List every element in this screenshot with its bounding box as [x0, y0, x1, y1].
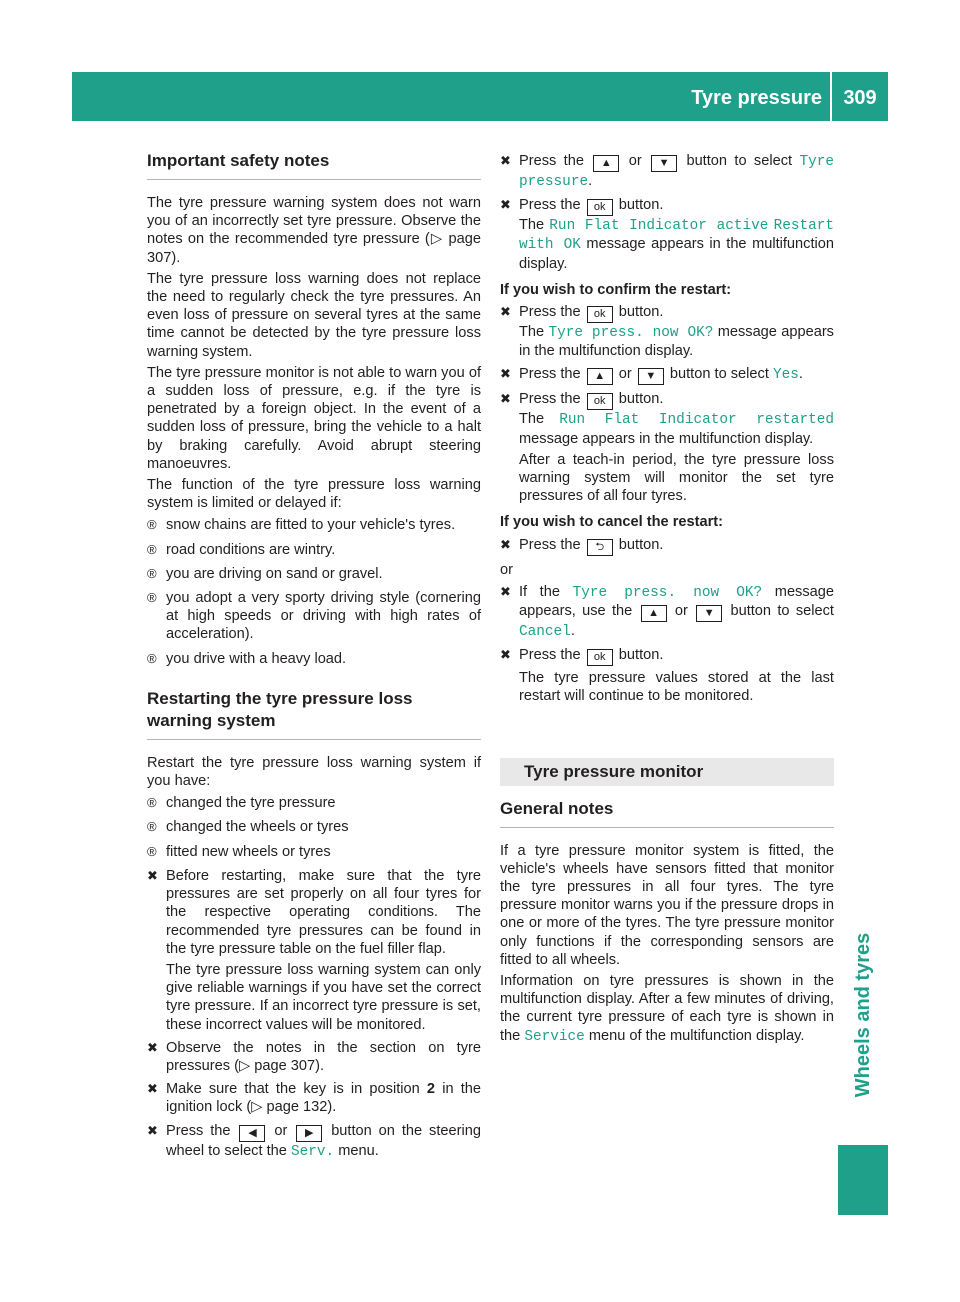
display-text-restart-with-ok: Restart with OK — [519, 218, 835, 254]
page-reference-link[interactable]: (▷ page 307). — [234, 1057, 325, 1074]
header-separator — [830, 72, 832, 121]
down-arrow-key-icon: ▼ — [638, 368, 664, 385]
page-reference-link[interactable]: (▷ page 132). — [246, 1099, 337, 1116]
text: The — [519, 411, 545, 428]
step-item — [147, 867, 481, 1034]
bullet-item — [147, 516, 481, 534]
bullet-icon: ® — [147, 541, 157, 557]
paragraph — [500, 972, 834, 1046]
bullet-item — [147, 589, 481, 644]
section-title: Tyre pressure — [691, 87, 822, 109]
step-icon: ✖ — [500, 153, 511, 168]
display-text-tyre-press-now-ok: Tyre press. now OK? — [548, 325, 714, 342]
key-position: 2 — [426, 1081, 436, 1098]
step-icon: ✖ — [147, 1122, 158, 1138]
back-key-icon: ⮌ — [587, 539, 613, 556]
text: button. — [618, 647, 664, 664]
step-item — [500, 390, 834, 505]
subheading-confirm: If you wish to confirm the restart: — [500, 281, 732, 298]
display-text-run-flat-active: Run Flat Indicator active — [549, 218, 769, 235]
step-text: Observe the notes in the section on tyre pressures — [166, 1039, 481, 1074]
text: button. — [618, 391, 664, 408]
text: button to select — [686, 153, 793, 169]
text: menu of the multifunction display. — [588, 1027, 805, 1044]
paragraph: The tyre pressure loss warning does not replace the need to regularly check the tyre pressures. An even loss of pressure on several tyres at the same time cannot be detected by the tyre pressure loss warning system. — [147, 270, 481, 360]
text: Press the — [519, 647, 581, 664]
bullet-text: changed the tyre pressure — [166, 795, 336, 812]
text: message appears in the multifunction display. — [519, 430, 814, 447]
step-text: in the ignition lock — [166, 1081, 482, 1116]
ok-key-icon: ok — [587, 306, 613, 323]
text: or — [628, 153, 642, 169]
bullet-icon: ® — [147, 650, 157, 666]
text: message appears in the multifunction display. — [519, 236, 834, 272]
step-item — [500, 303, 834, 360]
step-icon: ✖ — [500, 197, 511, 213]
step-text: Press the — [166, 1122, 231, 1139]
step-item — [147, 1039, 481, 1075]
step-icon: ✖ — [500, 583, 511, 599]
text: The — [519, 324, 545, 341]
bullet-text: fitted new wheels or tyres — [166, 843, 331, 860]
step-text: menu. — [338, 1142, 379, 1159]
text: . — [570, 623, 575, 640]
text: Press the — [519, 304, 581, 321]
up-arrow-key-icon: ▲ — [593, 155, 619, 172]
bullet-item — [147, 794, 481, 812]
text: Press the — [519, 197, 581, 214]
right-column — [500, 150, 834, 1049]
left-arrow-key-icon: ◀ — [239, 1125, 265, 1142]
step-icon: ✖ — [147, 867, 158, 883]
bullet-text: snow chains are fitted to your vehicle's tyres. — [166, 517, 456, 534]
display-text-serv: Serv. — [290, 1143, 335, 1160]
text: button. — [618, 536, 664, 553]
bullet-icon: ® — [147, 590, 157, 606]
page-reference-link[interactable]: (▷ page 307). — [147, 231, 481, 266]
heading-block — [147, 150, 481, 180]
heading-block — [147, 688, 481, 740]
step-icon: ✖ — [500, 536, 511, 552]
subheading-cancel: If you wish to cancel the restart: — [500, 514, 724, 531]
ok-key-icon: ok — [587, 199, 613, 216]
display-text-cancel: Cancel — [519, 624, 571, 641]
paragraph: If a tyre pressure monitor system is fitted, the vehicle's wheels have sensors fitted that monitor the tyre pressures in all four tyres. The tyre pressure monitor warns you if the pressure drops in one or more of the tyres. The tyre pressure monitor only functions if the corresponding sensors are fitted to all wheels. — [500, 842, 834, 968]
ok-key-icon: ok — [587, 649, 613, 666]
text: Press the — [519, 536, 581, 553]
step-note: The tyre pressure values stored at the last restart will continue to be monitored. — [519, 670, 834, 705]
bullet-icon: ® — [147, 795, 157, 811]
heading-tyre-pressure-monitor: Tyre pressure monitor — [524, 761, 704, 781]
down-arrow-key-icon: ▼ — [696, 605, 722, 622]
step-item — [500, 152, 834, 191]
step-item — [147, 1080, 481, 1116]
step-icon: ✖ — [500, 366, 511, 382]
bullet-icon: ® — [147, 819, 157, 835]
text: Press the — [519, 153, 584, 169]
chapter-label-text: Wheels and tyres — [852, 932, 874, 1098]
step-icon: ✖ — [147, 1039, 158, 1055]
text: If the — [519, 583, 560, 600]
text: button. — [618, 304, 664, 321]
display-text-tyre-pressure: Tyre pressure — [519, 154, 834, 190]
text: or — [274, 1122, 288, 1139]
bullet-item — [147, 843, 481, 861]
side-chapter-tab — [838, 1145, 888, 1215]
bullet-item — [147, 565, 481, 583]
bullet-item — [147, 818, 481, 836]
display-text-run-flat-restarted: Run Flat Indicator restarted — [559, 412, 834, 429]
up-arrow-key-icon: ▲ — [641, 605, 667, 622]
step-item — [500, 536, 834, 556]
text: . — [798, 366, 803, 383]
step-item — [500, 646, 834, 705]
left-column — [147, 150, 481, 1166]
step-text: Before restarting, make sure that the tyre pressures are set properly on all four tyres for the respective operating conditions. The recommended tyre pressures can be found in the tyre pressure table on the fuel filler flap. — [166, 867, 481, 957]
display-text-service: Service — [524, 1028, 585, 1045]
heading-general-notes: General notes — [500, 798, 614, 818]
text: message appears, use the — [519, 583, 834, 620]
heading-restarting: Restarting the tyre pressure loss warning system — [147, 688, 413, 730]
ok-key-icon: ok — [587, 393, 613, 410]
text: or — [674, 603, 688, 620]
text: Press the — [519, 366, 581, 383]
bullet-item — [147, 541, 481, 559]
step-icon: ✖ — [500, 304, 511, 320]
step-item — [147, 1122, 481, 1161]
or-text: or — [500, 561, 513, 578]
up-arrow-key-icon: ▲ — [587, 368, 613, 385]
step-icon: ✖ — [147, 1081, 158, 1097]
step-item — [500, 365, 834, 385]
step-icon: ✖ — [500, 647, 511, 663]
text: Information on tyre pressures is shown in the multifunction display. After a few minutes of driving, the current tyre pressure of each tyre is shown in the — [500, 973, 834, 1044]
paragraph: The function of the tyre pressure loss warning system is limited or delayed if: — [147, 477, 481, 512]
down-arrow-key-icon: ▼ — [651, 155, 677, 172]
bullet-item — [147, 650, 481, 668]
heading-block — [500, 798, 834, 828]
display-text-tyre-press-now-ok: Tyre press. now OK? — [572, 584, 763, 601]
text: button. — [618, 197, 664, 214]
bullet-text: changed the wheels or tyres — [166, 819, 349, 836]
side-chapter-label — [838, 895, 888, 1135]
bullet-text: you adopt a very sporty driving style (cornering at high speeds or driving with high rates of acceleration). — [166, 590, 481, 643]
paragraph — [147, 194, 481, 267]
text: The — [519, 217, 545, 234]
text: Press the — [519, 391, 581, 408]
text: button to select — [730, 603, 834, 620]
heading-important-safety-notes: Important safety notes — [147, 151, 330, 170]
bullet-text: road conditions are wintry. — [166, 541, 336, 558]
step-item — [500, 196, 834, 273]
paragraph: The tyre pressure monitor is not able to warn you of a sudden loss of pressure, e.g. if the tyre is penetrated by a foreign object. In the event of a sudden loss of pressure, bring the vehicle to a halt by braking carefully. Avoid abrupt steering manoeuvres. — [147, 364, 481, 472]
bullet-icon: ® — [147, 517, 157, 533]
bullet-icon: ® — [147, 843, 157, 859]
text: button to select — [669, 366, 769, 383]
step-text: button on the steering wheel to select the — [166, 1122, 481, 1159]
text: . — [588, 173, 593, 189]
step-note: The tyre pressure loss warning system can only give reliable warnings if you have set the correct tyre pressure. If an incorrect tyre pressure is set, these incorrect values will be monitored. — [166, 961, 481, 1033]
step-note: After a teach-in period, the tyre pressure loss warning system will monitor the set tyre pressures of all four tyres. — [519, 451, 834, 505]
step-text: Make sure that the key is in position — [166, 1081, 420, 1098]
display-text-yes: Yes — [772, 367, 799, 384]
bullet-text: you are driving on sand or gravel. — [166, 565, 383, 582]
text: or — [618, 366, 632, 383]
bullet-text: you drive with a heavy load. — [166, 650, 347, 667]
page-number: 309 — [843, 87, 877, 109]
bullet-icon: ® — [147, 565, 157, 581]
text: The tyre pressure warning system does not warn you of an incorrectly set tyre pressure. Observe the notes on the recommended tyre pressure — [147, 195, 481, 248]
section-heading-box — [500, 758, 834, 786]
step-icon: ✖ — [500, 391, 511, 407]
text: message appears in the multifunction display. — [519, 324, 834, 360]
step-item — [500, 583, 834, 641]
paragraph: Restart the tyre pressure loss warning system if you have: — [147, 754, 481, 790]
right-arrow-key-icon: ▶ — [296, 1125, 322, 1142]
